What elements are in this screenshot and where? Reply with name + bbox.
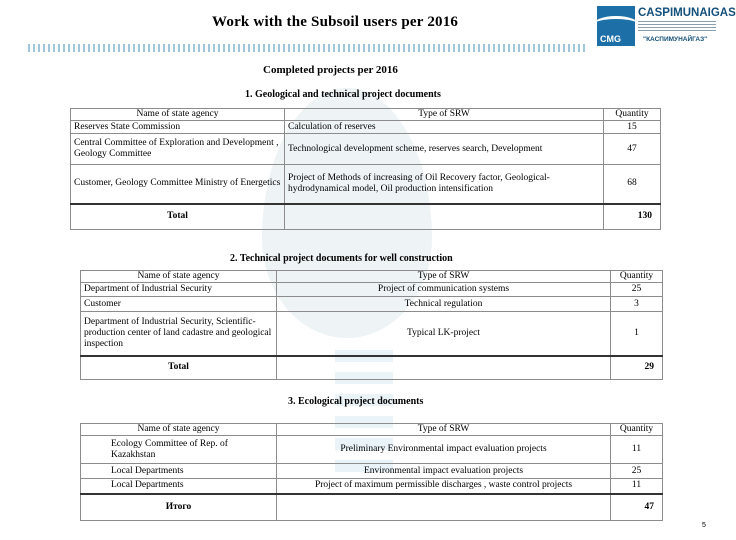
col-header-agency: Name of state agency bbox=[81, 271, 277, 283]
section1-heading: 1. Geological and technical project documents bbox=[245, 89, 441, 100]
type-cell: Technological development scheme, reserves search, Development bbox=[285, 134, 604, 165]
col-header-type: Type of SRW bbox=[277, 271, 611, 283]
col-header-quantity: Quantity bbox=[611, 271, 663, 283]
header-divider bbox=[28, 44, 588, 52]
type-cell: Environmental impact evaluation projects bbox=[277, 464, 611, 479]
table-row bbox=[71, 134, 661, 165]
table-row bbox=[81, 283, 663, 297]
col-header-quantity: Quantity bbox=[604, 109, 661, 121]
total-value: 29 bbox=[611, 356, 663, 380]
table-row bbox=[81, 479, 663, 494]
total-row bbox=[81, 494, 663, 521]
page-number: 5 bbox=[702, 522, 706, 529]
total-label: Total bbox=[71, 204, 285, 230]
type-cell: Calculation of reserves bbox=[285, 121, 604, 134]
type-cell: Typical LK-project bbox=[277, 312, 611, 356]
agency-cell: Local Departments bbox=[81, 479, 277, 494]
quantity-cell: 15 bbox=[604, 121, 661, 134]
agency-cell: Central Committee of Exploration and Development , Geology Committee bbox=[71, 134, 285, 165]
table-header-row bbox=[81, 424, 663, 436]
table-row bbox=[81, 312, 663, 356]
section3-heading: 3. Ecological project documents bbox=[288, 396, 424, 407]
logo-icon bbox=[597, 6, 635, 46]
total-empty-cell bbox=[285, 204, 604, 230]
total-label: Total bbox=[81, 356, 277, 380]
total-row bbox=[71, 204, 661, 230]
agency-cell: Customer bbox=[81, 297, 277, 312]
agency-cell: Local Departments bbox=[81, 464, 277, 479]
table-row bbox=[71, 165, 661, 204]
col-header-agency: Name of state agency bbox=[81, 424, 277, 436]
type-cell: Project of communication systems bbox=[277, 283, 611, 297]
logo-abbreviation: CMG bbox=[600, 34, 621, 44]
subtitle: Completed projects per 2016 bbox=[263, 64, 398, 76]
agency-cell: Department of Industrial Security, Scientific- production center of land cadastre and geological inspection bbox=[81, 312, 277, 356]
agency-cell: Department of Industrial Security bbox=[81, 283, 277, 297]
quantity-cell: 68 bbox=[604, 165, 661, 204]
table-row bbox=[81, 297, 663, 312]
quantity-cell: 3 bbox=[611, 297, 663, 312]
logo-tagline: "КАСПИМУНАЙГАЗ" bbox=[643, 36, 708, 43]
total-row bbox=[81, 356, 663, 380]
agency-cell: Ecology Committee of Rep. of Kazakhstan bbox=[81, 436, 277, 464]
total-empty-cell bbox=[277, 356, 611, 380]
table-row bbox=[81, 436, 663, 464]
quantity-cell: 25 bbox=[611, 283, 663, 297]
section3-table bbox=[80, 423, 663, 521]
quantity-cell: 11 bbox=[611, 436, 663, 464]
col-header-type: Type of SRW bbox=[277, 424, 611, 436]
table-header-row bbox=[71, 109, 661, 121]
type-cell: Preliminary Environmental impact evaluation projects bbox=[277, 436, 611, 464]
quantity-cell: 11 bbox=[611, 479, 663, 494]
type-cell: Project of Methods of increasing of Oil Recovery factor, Geological-hydrodynamical model, Oil production intensification bbox=[285, 165, 604, 204]
table-row bbox=[71, 121, 661, 134]
page-title: Work with the Subsoil users per 2016 bbox=[212, 14, 459, 30]
section1-table bbox=[70, 108, 661, 230]
agency-cell: Reserves State Commission bbox=[71, 121, 285, 134]
section2-heading: 2. Technical project documents for well construction bbox=[230, 253, 453, 264]
total-value: 47 bbox=[611, 494, 663, 521]
table-header-row bbox=[81, 271, 663, 283]
col-header-quantity: Quantity bbox=[611, 424, 663, 436]
col-header-agency: Name of state agency bbox=[71, 109, 285, 121]
quantity-cell: 1 bbox=[611, 312, 663, 356]
quantity-cell: 47 bbox=[604, 134, 661, 165]
total-empty-cell bbox=[277, 494, 611, 521]
total-label: Итого bbox=[81, 494, 277, 521]
total-value: 130 bbox=[604, 204, 661, 230]
table-row bbox=[81, 464, 663, 479]
section2-table bbox=[80, 270, 663, 380]
agency-cell: Customer, Geology Committee Ministry of Energetics bbox=[71, 165, 285, 204]
type-cell: Project of maximum permissible discharges , waste control projects bbox=[277, 479, 611, 494]
type-cell: Technical regulation bbox=[277, 297, 611, 312]
quantity-cell: 25 bbox=[611, 464, 663, 479]
company-logo bbox=[597, 2, 736, 46]
logo-name: CASPIMUNAIGAS bbox=[638, 7, 736, 19]
col-header-type: Type of SRW bbox=[285, 109, 604, 121]
logo-small-print bbox=[638, 21, 716, 33]
